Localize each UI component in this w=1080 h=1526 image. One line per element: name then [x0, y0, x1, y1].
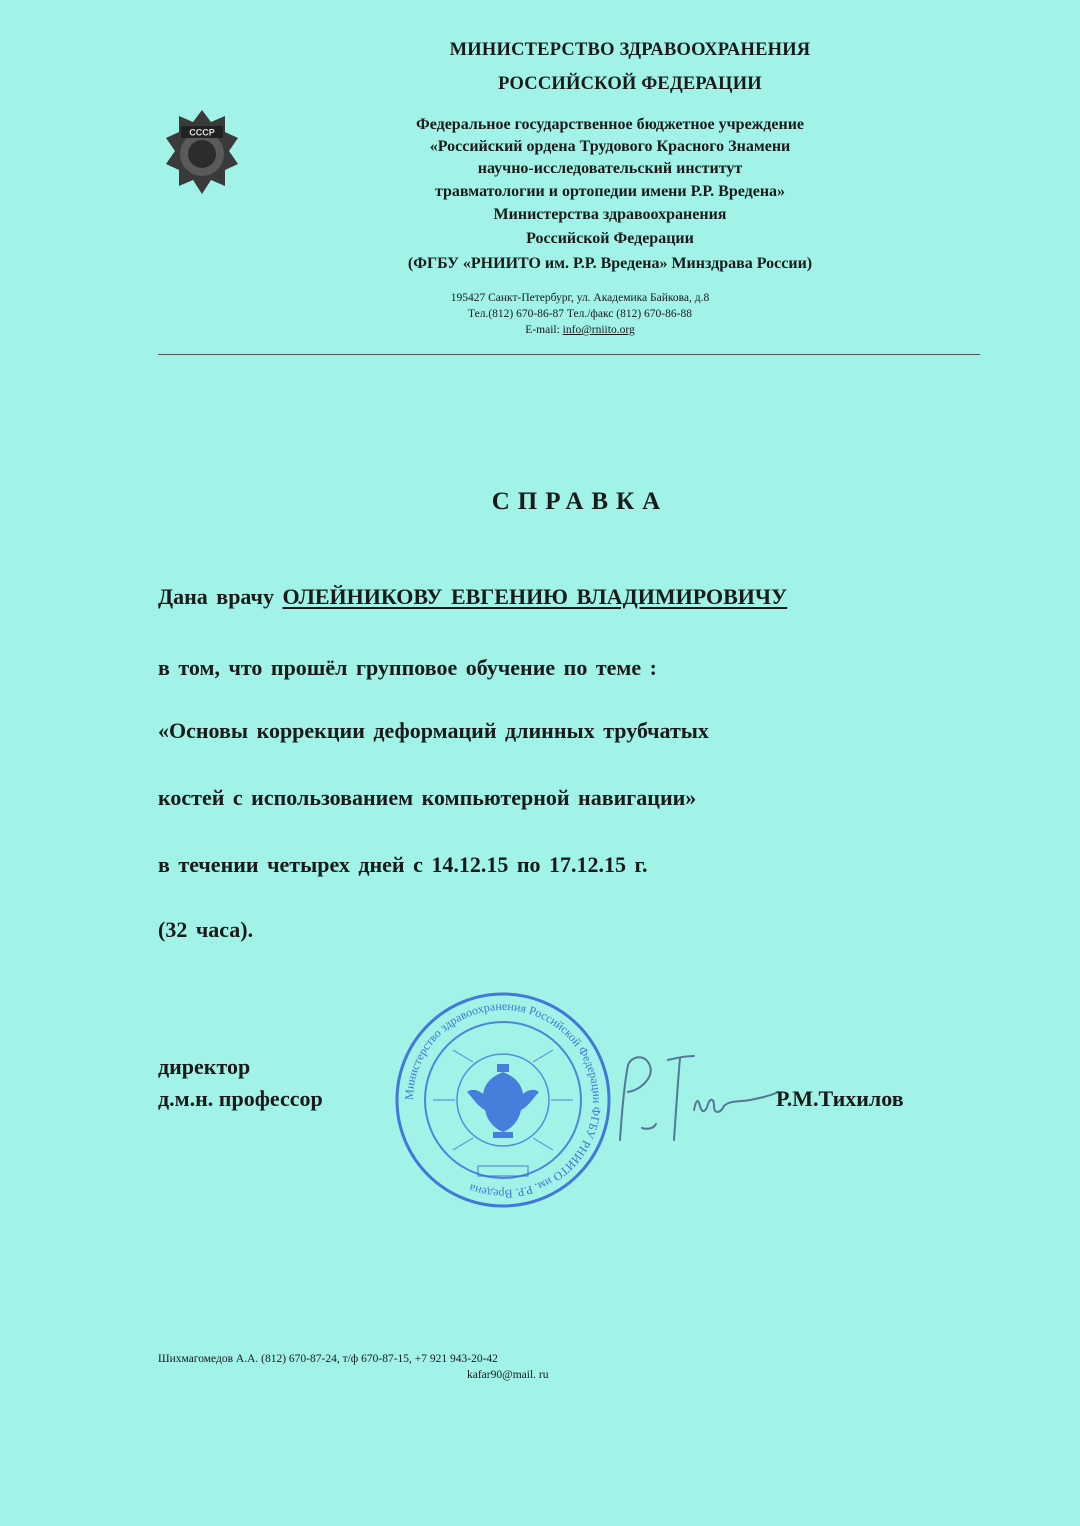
footer-email[interactable]: kafar90@mail. ru — [467, 1369, 549, 1381]
body-line-5: в течении четырех дней с 14.12.15 по 17.12.15 г. — [158, 852, 648, 877]
emblem-label: СССР — [189, 127, 215, 138]
institution-email-link[interactable]: info@rniito.org — [562, 324, 635, 336]
body-line-2: в том, что прошёл групповое обучение по теме : — [158, 655, 657, 680]
institution-line-2: «Российский ордена Трудового Красного Знамени — [429, 138, 791, 155]
official-stamp-icon — [393, 990, 613, 1210]
ministry-title-line-2: РОССИЙСКОЙ ФЕДЕРАЦИИ — [498, 74, 762, 94]
ministry-title-line-1: МИНИСТЕРСТВО ЗДРАВООХРАНЕНИЯ — [449, 40, 811, 60]
body-line-recipient — [158, 584, 787, 610]
institution-line-4: травматологии и ортопедии имени Р.Р. Вредена» — [434, 183, 786, 200]
institution-email-line — [380, 323, 780, 338]
institution-line-5: Министерства здравоохранения — [493, 206, 727, 223]
signer-position-1: директор — [158, 1054, 251, 1079]
signer-name: Р.М.Тихилов — [776, 1086, 904, 1111]
header-divider — [158, 354, 980, 355]
institution-line-1: Федеральное государственное бюджетное учреждение — [415, 116, 805, 133]
document-title: СПРАВКА — [491, 488, 669, 515]
body-line-6: (32 часа). — [158, 917, 254, 942]
body-line-3: «Основы коррекции деформаций длинных трубчатых — [158, 718, 709, 743]
footer-contact: Шихмагомедов А.А. (812) 670-87-24, т/ф 670-87-15, +7 921 943-20-42 — [158, 1353, 498, 1365]
recipient-prefix: Дана врачу — [158, 584, 274, 609]
recipient-name: ОЛЕЙНИКОВУ ЕВГЕНИЮ ВЛАДИМИРОВИЧУ — [282, 584, 788, 609]
institution-address: 195427 Санкт-Петербург, ул. Академика Байкова, д.8 — [450, 292, 710, 304]
email-label: E-mail: — [525, 324, 560, 336]
order-emblem-icon — [165, 108, 240, 196]
institution-phones: Тел.(812) 670-86-87 Тел./факс (812) 670-86-88 — [468, 308, 692, 320]
institution-line-7: (ФГБУ «РНИИТО им. Р.Р. Вредена» Минздрава России) — [407, 255, 813, 272]
stamp-ring-text: Министерство здравоохранения Российской Федерации ФГБУ РНИИТО им. Р.Р. Вредена — [401, 998, 605, 1202]
institution-line-6: Российской Федерации — [526, 230, 694, 247]
body-line-4: костей с использованием компьютерной навигации» — [158, 785, 697, 810]
institution-line-3: научно-исследовательский институт — [477, 160, 743, 177]
signer-position-2: д.м.н. профессор — [158, 1086, 323, 1111]
handwritten-signature — [610, 1040, 780, 1150]
